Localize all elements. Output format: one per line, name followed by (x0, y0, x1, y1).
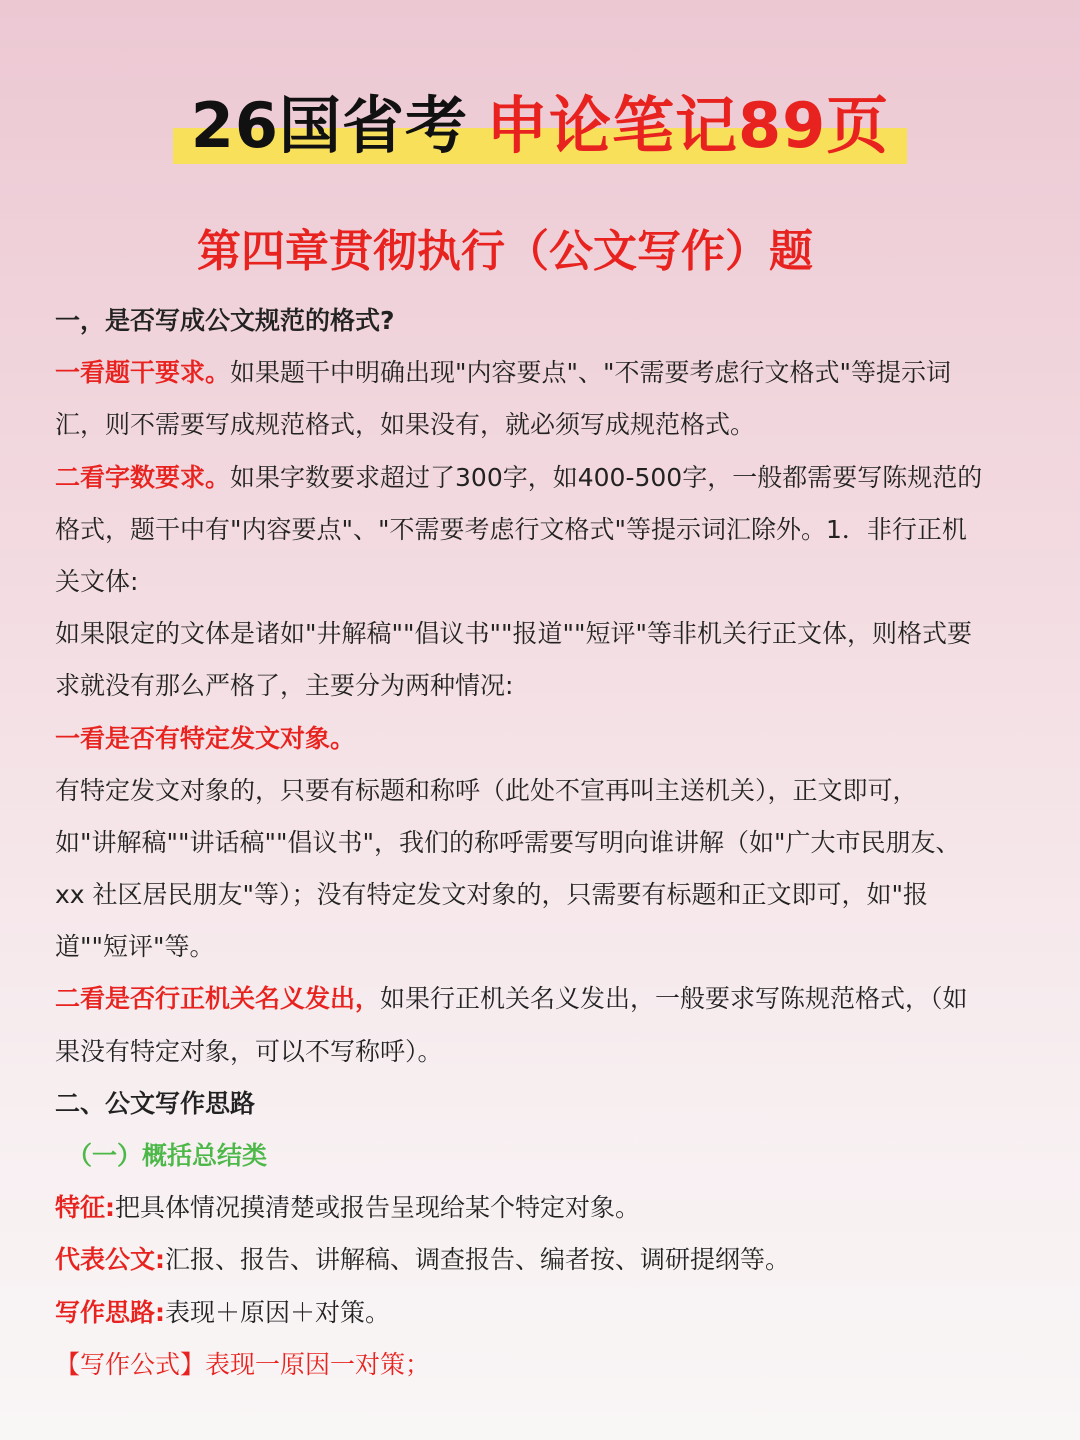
line-text: 表现＋原因＋对策。 (165, 1297, 391, 1327)
line-text: 如果行正机关名义发出，一般要求写陈规范格式，（如 (380, 984, 968, 1014)
line-text: 如果字数要求超过了300字，如400-500字，一般都需要写陈规范的 (230, 462, 983, 492)
red-lead: 写作思路: (55, 1297, 165, 1327)
section-heading-2: 二、公文写作思路 (55, 1088, 256, 1118)
red-lead: 二看是否行正机关名义发出， (55, 984, 381, 1014)
red-lead: 代表公文: (55, 1245, 165, 1275)
text-line: 果没有特定对象，可以不写称呼）。 (55, 1036, 443, 1066)
text-line (55, 452, 1030, 504)
title-red-part: 申论笔记89页 (486, 89, 890, 162)
title-black-part: 26国省考 (190, 89, 468, 162)
text-line (55, 973, 1030, 1025)
text-line: 格式，题干中有"内容要点"、"不需要考虑行文格式"等提示词汇除外。1．非行正机 (55, 514, 967, 544)
line-text: 把具体情况摸清楚或报告呈现给某个特定对象。 (115, 1193, 641, 1223)
red-subheading: 一看是否有特定发文对象。 (55, 723, 356, 753)
text-line (55, 1287, 1030, 1339)
red-lead: 二看字数要求。 (55, 462, 231, 492)
text-line: xx 社区居民朋友"等）；没有特定发文对象的，只需要有标题和正文即可，如"报 (55, 880, 929, 910)
text-line (55, 347, 1030, 399)
text-line: 汇，则不需要写成规范格式，如果没有，就必须写成规范格式。 (55, 410, 756, 440)
text-line: 道""短评"等。 (55, 932, 215, 962)
text-line: 有特定发文对象的，只要有标题和称呼（此处不宣再叫主送机关），正文即可， (55, 775, 918, 805)
text-line: 如果限定的文体是诸如"井解稿""倡议书""报道""短评"等非机关行正文体，则格式要 (55, 619, 972, 649)
text-line: 关文体: (55, 566, 139, 596)
red-lead: 一看题干要求。 (55, 358, 231, 388)
line-text: 如果题干中明确出现"内容要点"、"不需要考虑行文格式"等提示词 (230, 358, 952, 388)
note-body (55, 295, 1030, 1391)
text-line (55, 1234, 1030, 1286)
title-block (0, 84, 1080, 168)
green-subheading: （一）概括总结类 (67, 1141, 268, 1170)
text-line: 如"讲解稿""讲话稿""倡议书"，我们的称呼需要写明向谁讲解（如"广大市民朋友、 (55, 827, 961, 857)
page-title (173, 84, 908, 168)
chapter-heading: 第四章贯彻执行（公文写作）题 (197, 226, 813, 277)
red-lead: 特征: (55, 1193, 115, 1223)
line-text: 汇报、报告、讲解稿、调查报告、编者按、调研提纲等。 (165, 1245, 791, 1275)
section-heading-1: 一，是否写成公文规范的格式? (55, 306, 395, 335)
formula-line: 【写作公式】表现一原因一对策； (55, 1349, 431, 1379)
text-line (55, 1182, 1030, 1234)
text-line: 求就没有那么严格了，主要分为两种情况: (55, 671, 514, 701)
